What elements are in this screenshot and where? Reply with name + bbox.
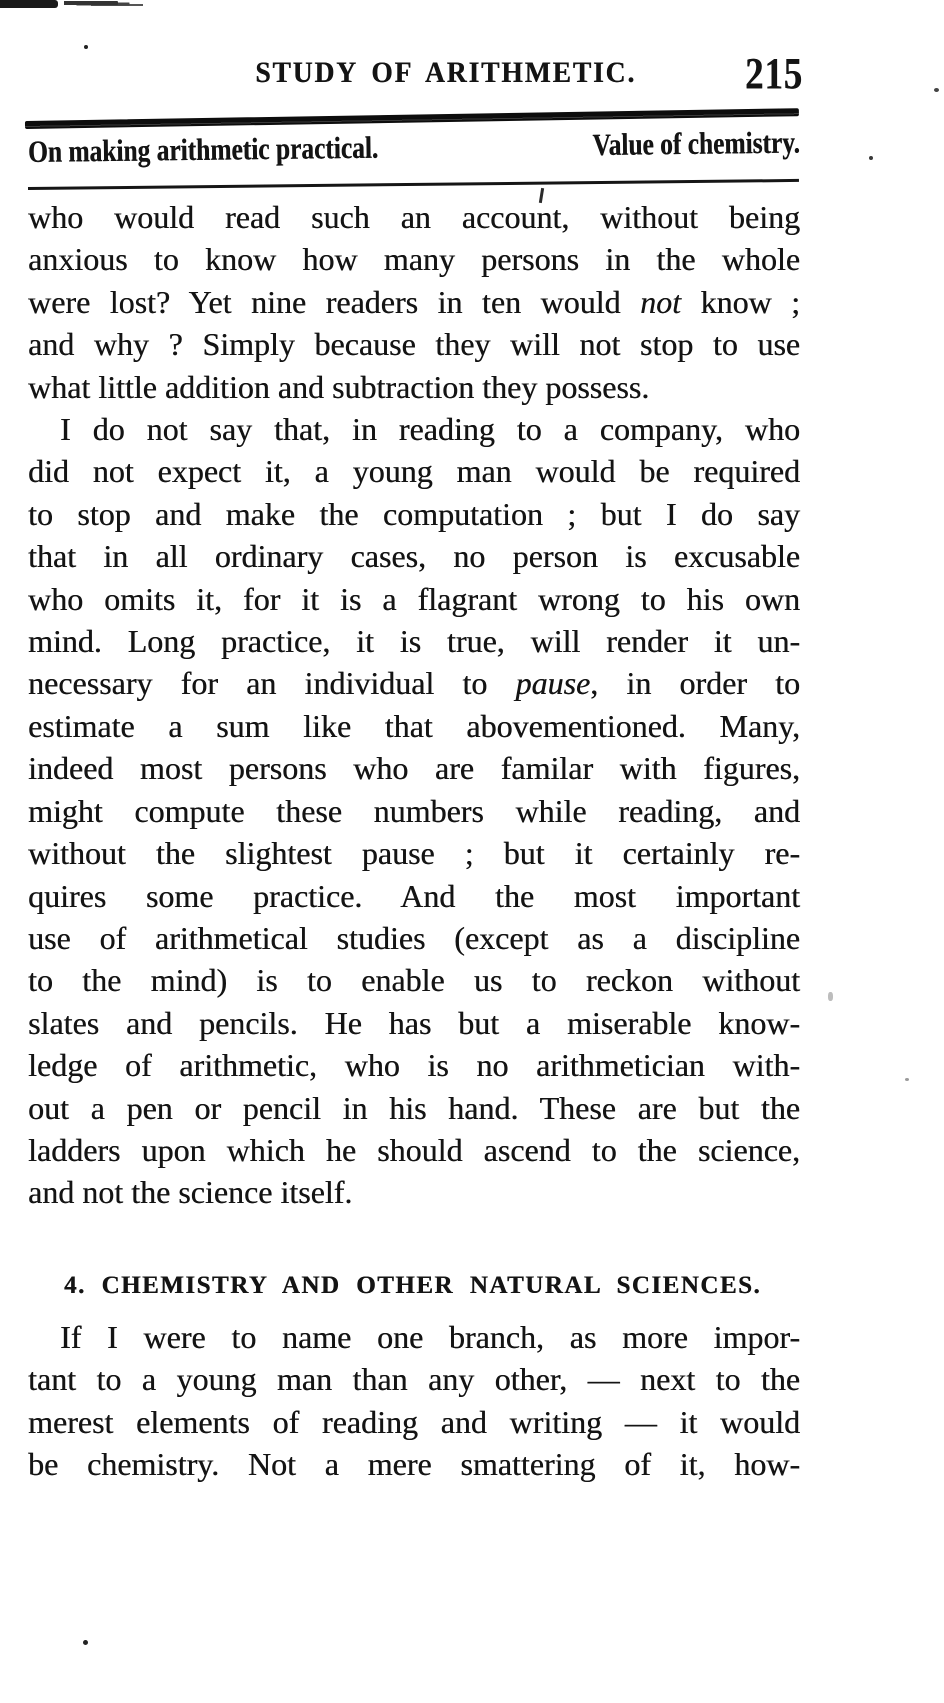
- text-line: who would read such an account, without being: [28, 199, 800, 235]
- text-segment: necessary for an individual to: [28, 665, 516, 702]
- text-line: to stop and make the computation ; but I do say: [28, 495, 800, 532]
- text-segment: , in order to: [590, 665, 800, 702]
- text-line: might compute these numbers while reading, and: [28, 792, 800, 829]
- text-line: ladders upon which he should ascend to the science,: [28, 1131, 800, 1168]
- text-line: [28, 662, 800, 704]
- text-line: use of arithmetical studies (except as a discipline: [28, 919, 800, 956]
- text-line: who omits it, for it is a flagrant wrong to his own: [28, 580, 800, 617]
- header-rule: [28, 179, 799, 190]
- text-line: If I were to name one branch, as more impor-: [60, 1319, 800, 1355]
- scan-speck: [869, 156, 873, 160]
- running-head-right: Value of chemistry.: [592, 124, 801, 163]
- text-line: be chemistry. Not a mere smattering of it, how-: [28, 1446, 800, 1483]
- body-text: [28, 196, 800, 1214]
- text-line: quires some practice. And the most important: [28, 877, 800, 914]
- italic-word: pause: [515, 665, 591, 702]
- running-heads: [28, 125, 800, 170]
- text-line: what little addition and subtraction they possess.: [28, 368, 650, 405]
- scan-speck: [828, 992, 833, 1001]
- scan-speck: [84, 45, 88, 49]
- scan-speck: [83, 1640, 88, 1645]
- text-line: estimate a sum like that abovementioned. Many,: [28, 707, 800, 744]
- scan-smudge: [0, 0, 58, 8]
- text-line: [28, 281, 800, 323]
- text-line: tant to a young man than any other, — next to the: [28, 1361, 800, 1398]
- scan-speck: [905, 1078, 909, 1081]
- italic-word: not: [640, 283, 681, 320]
- text-line: indeed most persons who are familar with figures,: [28, 750, 800, 787]
- page-number: 215: [745, 49, 803, 98]
- text-line: to the mind) is to enable us to reckon without: [28, 962, 800, 999]
- text-line: slates and pencils. He has but a miserable know-: [28, 1004, 800, 1041]
- scan-speck: [934, 88, 939, 92]
- text-segment: were lost? Yet nine readers in ten would: [28, 283, 641, 320]
- text-line: and not the science itself.: [28, 1174, 353, 1211]
- text-line: without the slightest pause ; but it certainly re-: [28, 835, 800, 872]
- text-segment: know ;: [680, 283, 800, 320]
- text-line: ledge of arithmetic, who is no arithmetician with-: [28, 1047, 800, 1084]
- text-line: out a pen or pencil in his hand. These are but the: [28, 1089, 800, 1126]
- text-line: did not expect it, a young man would be required: [28, 453, 800, 490]
- text-line: mind. Long practice, it is true, will render it un-: [28, 623, 800, 660]
- text-line: anxious to know how many persons in the whole: [28, 241, 800, 278]
- text-line: that in all ordinary cases, no person is excusable: [28, 538, 800, 575]
- body-text-continued: [28, 1316, 800, 1486]
- section-heading: 4. CHEMISTRY AND OTHER NATURAL SCIENCES.: [64, 1272, 762, 1299]
- text-line: I do not say that, in reading to a company, who: [60, 411, 800, 448]
- page-title: STUDY OF ARITHMETIC.: [255, 56, 637, 89]
- running-head-left: On making arithmetic practical.: [27, 129, 379, 169]
- text-line: and why ? Simply because they will not stop to use: [28, 326, 800, 363]
- text-line: merest elements of reading and writing — it would: [28, 1403, 800, 1440]
